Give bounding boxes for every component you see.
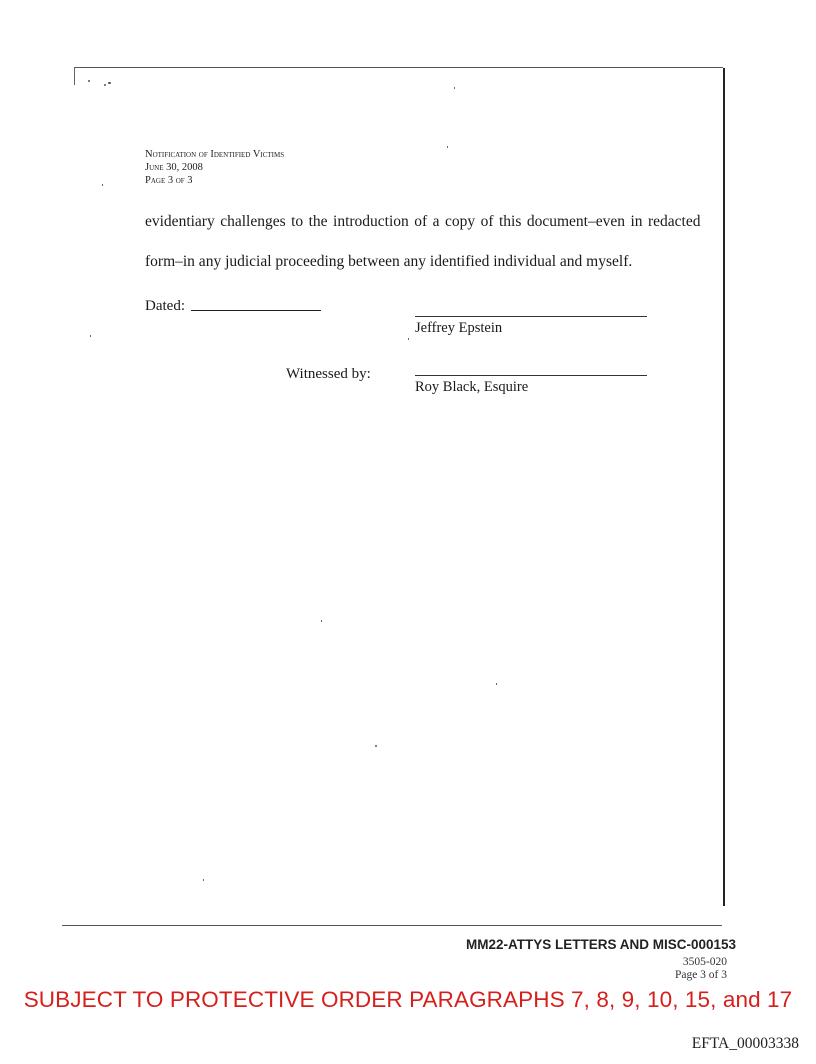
scan-speck bbox=[104, 84, 106, 86]
scan-speck bbox=[203, 879, 204, 881]
scan-left-edge bbox=[74, 67, 75, 85]
file-reference: 3505-020 bbox=[682, 956, 727, 968]
scan-speck bbox=[108, 82, 111, 84]
scan-speck bbox=[496, 683, 497, 685]
scan-bottom-edge bbox=[62, 925, 722, 926]
efta-number: EFTA_00003338 bbox=[691, 1035, 799, 1052]
scan-speck bbox=[375, 745, 377, 747]
letter-header bbox=[145, 148, 284, 187]
page-reference: Page 3 of 3 bbox=[674, 969, 727, 981]
scan-speck bbox=[88, 80, 90, 82]
protective-order-notice: SUBJECT TO PROTECTIVE ORDER PARAGRAPHS 7, 8, 9, 10, 15, and 17 bbox=[23, 987, 793, 1012]
header-page-number: Page 3 of 3 bbox=[145, 175, 193, 186]
header-title: Notification of Identified Victims bbox=[145, 149, 285, 160]
scan-speck bbox=[90, 335, 91, 337]
witnessed-label: Witnessed by: bbox=[286, 366, 371, 382]
dated-blank-line bbox=[191, 310, 321, 311]
bates-number: MM22-ATTYS LETTERS AND MISC-000153 bbox=[465, 937, 736, 952]
signer-name: Jeffrey Epstein bbox=[415, 320, 503, 336]
dated-label: Dated: bbox=[145, 298, 185, 314]
scan-speck bbox=[454, 87, 455, 89]
scan-speck bbox=[321, 620, 322, 622]
scan-speck bbox=[102, 184, 103, 186]
body-paragraph-line: evidentiary challenges to the introduction of a copy of this document–even in redacted bbox=[145, 213, 701, 230]
body-paragraph-line: form–in any judicial proceeding between any identified individual and myself. bbox=[145, 253, 633, 270]
signer-signature-line bbox=[415, 316, 647, 317]
scan-top-edge bbox=[75, 67, 723, 68]
witness-name: Roy Black, Esquire bbox=[415, 379, 529, 395]
dated-field bbox=[145, 298, 321, 315]
header-date: June 30, 2008 bbox=[145, 162, 203, 173]
scan-speck bbox=[408, 338, 409, 340]
scan-right-edge bbox=[723, 68, 725, 906]
scan-speck bbox=[447, 146, 448, 148]
witness-signature-line bbox=[415, 375, 647, 376]
